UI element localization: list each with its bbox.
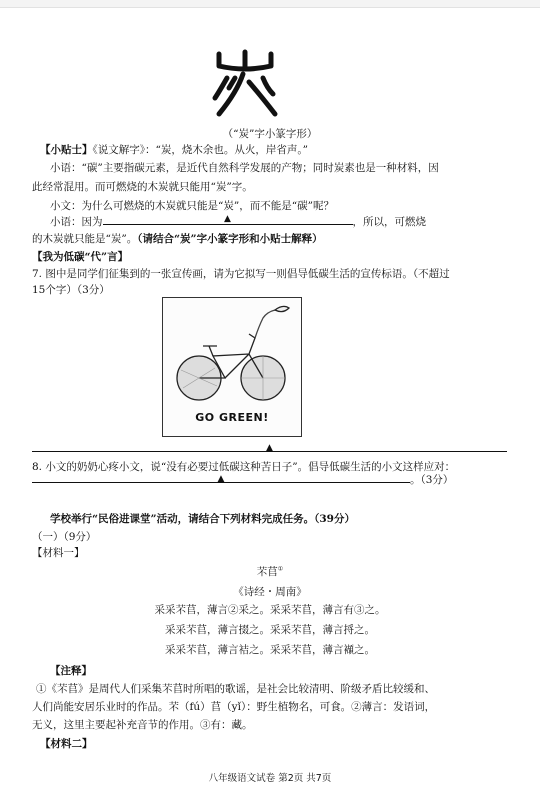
q8-answer-row (32, 472, 510, 487)
dialogue-xiaoyu-1a: 小语：“碳”主要指碳元素，是近代自然科学发展的产物；同时炭素也是一种材料，因 (50, 162, 439, 174)
poem-line-2: 采采芣苢，薄言掇之。采采芣苢，薄言捋之。 (165, 624, 375, 636)
poem-note-mark: ① (277, 565, 284, 573)
dialogue-xiaoyu-2 (50, 214, 510, 229)
answer-marker: ▲ (266, 443, 273, 453)
answer-marker: ▲ (217, 474, 225, 484)
answer-line-q7[interactable] (32, 441, 507, 452)
task-intro: 学校举行“民俗进课堂”活动，请结合下列材料完成任务。（39分） (50, 513, 355, 525)
notes-line-3: 无义，这里主要起补充音节的作用。③有：藏。 (32, 719, 253, 731)
poem-line-3: 采采芣苢，薄言袺之。采采芣苢，薄言襭之。 (165, 644, 375, 656)
material-two-label: 【材料二】 (40, 738, 93, 750)
xiaoyu-2-end: 的木炭就只能是“炭”。 (32, 233, 138, 245)
xiaoyu-2-prefix: 小语：因为 (50, 216, 103, 228)
poem-source: 《诗经・周南》 (233, 586, 307, 598)
poem-title-row (0, 565, 540, 579)
seal-caption: （“炭”字小篆字形） (222, 128, 318, 140)
top-band (0, 0, 540, 8)
q7-line1: 7. 图中是同学们征集到的一张宣传画，请为它拟写一则倡导低碳生活的宣传标语。（不超过 (32, 268, 450, 280)
poem-title: 芣苢 (256, 566, 278, 578)
page-footer: 八年级语文试卷 第2页 共7页 (208, 773, 332, 784)
answer-blank-reason[interactable] (103, 214, 353, 225)
notes-line-2: 人们尚能安居乐业时的作品。芣（fú）苢（yǐ）：野生植物名，可食。②薄言：发语词， (32, 701, 436, 713)
q8-score: 。（3分） (410, 474, 454, 486)
poem-line-1: 采采芣苢，薄言②采之。采采芣苢，薄言有③之。 (154, 604, 386, 616)
poster-slogan: GO GREEN! (195, 411, 269, 425)
tip-text: 《说文解字》：“炭，烧木余也。从火，岸省声。” (92, 144, 308, 156)
part-one-heading: （一）（9分） (32, 531, 97, 543)
answer-line-q8[interactable] (32, 472, 410, 483)
xiaoyu-2-suffix: ，所以，可燃烧 (352, 216, 426, 228)
xiaoyu-2-hint: （请结合“炭”字小篆字形和小贴士解释） (137, 233, 323, 245)
material-one-label: 【材料一】 (32, 547, 85, 559)
seal-script-tan-character (205, 48, 285, 118)
bicycle-illustration (163, 298, 301, 408)
dialogue-xiaowen: 小文：为什么可燃烧的木炭就只能是“炭”，而不能是“碳”呢？ (50, 200, 334, 212)
tip-label: 【小贴士】 (40, 144, 93, 156)
dialogue-xiaoyu-2-end (32, 232, 510, 246)
notes-line-1: ①《芣苢》是周代人们采集芣苢时所唱的歌谣，是社会比较清明、阶级矛盾比较缓和、 (36, 683, 435, 695)
tip-line (40, 143, 510, 157)
dialogue-xiaoyu-1b: 此经常混用。而可燃烧的木炭就只能用“炭”字。 (32, 181, 253, 193)
section-low-carbon: 【我为低碳“代”言】 (32, 251, 129, 263)
q8-text: 8. 小文的奶奶心疼小文，说“没有必要过低碳这种苦日子”。倡导低碳生活的小文这样应对： (32, 461, 456, 473)
q7-line2: 15个字）（3分） (32, 284, 110, 296)
go-green-poster (162, 297, 302, 437)
answer-marker: ▲ (224, 214, 231, 224)
notes-label: 【注释】 (50, 665, 92, 677)
